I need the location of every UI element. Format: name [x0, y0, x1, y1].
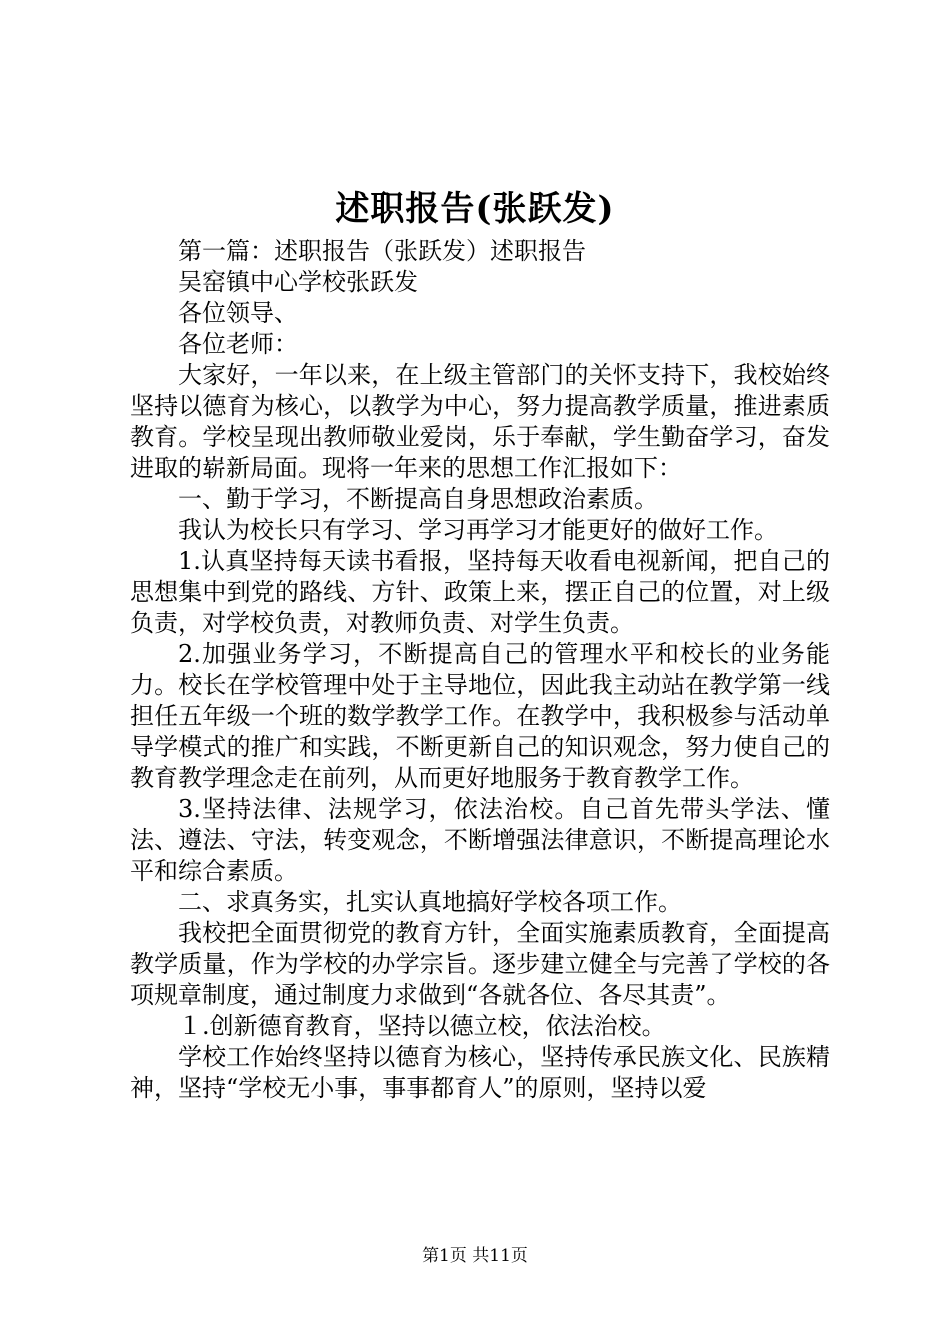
document-title: 述职报告(张跃发) [335, 189, 615, 229]
salutation-teachers: 各位老师： [178, 330, 298, 358]
page-footer: 第1页 共11页 [422, 1246, 528, 1266]
section-heading-one: 一、勤于学习，不断提高自身思想政治素质。 [178, 485, 658, 513]
sub-heading-1: １.创新德育教育，坚持以德立校，依法治校。 [178, 1012, 666, 1040]
section-heading-two: 二、求真务实，扎实认真地搞好学校各项工作。 [178, 888, 682, 916]
paragraph-intro: 大家好，一年以来，在上级主管部门的关怀支持下，我校始终坚持以德育为核心，以教学为中心，努力提高教学质量，推进素质教育。学校呈现出教师敬业爱岗，乐于奉献，学生勤奋学习，奋发进取的崭新局面。现将一年来的思想工作汇报如下： [130, 361, 830, 482]
list-item-2: 2.加强业务学习，不断提高自己的管理水平和校长的业务能力。校长在学校管理中处于主导地位，因此我主动站在教学第一线担任五年级一个班的数学教学工作。在教学中，我积极参与活动单导学模式的推广和实践，不断更新自己的知识观念，努力使自己的教育教学理念走在前列，从而更好地服务于教育教学工作。 [130, 640, 830, 792]
list-item-3: 3.坚持法律、法规学习，依法治校。自己首先带头学法、懂法、遵法、守法，转变观念，不断增强法律意识，不断提高理论水平和综合素质。 [130, 795, 830, 885]
paragraph: 我认为校长只有学习、学习再学习才能更好的做好工作。 [178, 516, 778, 544]
heading-chapter-one: 第一篇：述职报告（张跃发）述职报告 [178, 237, 586, 265]
paragraph: 学校工作始终坚持以德育为核心，坚持传承民族文化、民族精神，坚持“学校无小事，事事都育人”的原则，坚持以爱 [130, 1043, 830, 1102]
salutation-leaders: 各位领导、 [178, 299, 298, 327]
paragraph: 我校把全面贯彻党的教育方针，全面实施素质教育，全面提高教学质量，作为学校的办学宗旨。逐步建立健全与完善了学校的各项规章制度，通过制度力求做到“各就各位、各尽其责”。 [130, 919, 830, 1009]
list-item-1: 1.认真坚持每天读书看报，坚持每天收看电视新闻，把自己的思想集中到党的路线、方针、政策上来，摆正自己的位置，对上级负责，对学校负责，对教师负责、对学生负责。 [130, 547, 830, 637]
author-line: 吴窑镇中心学校张跃发 [178, 268, 418, 296]
document-body [130, 236, 830, 1104]
